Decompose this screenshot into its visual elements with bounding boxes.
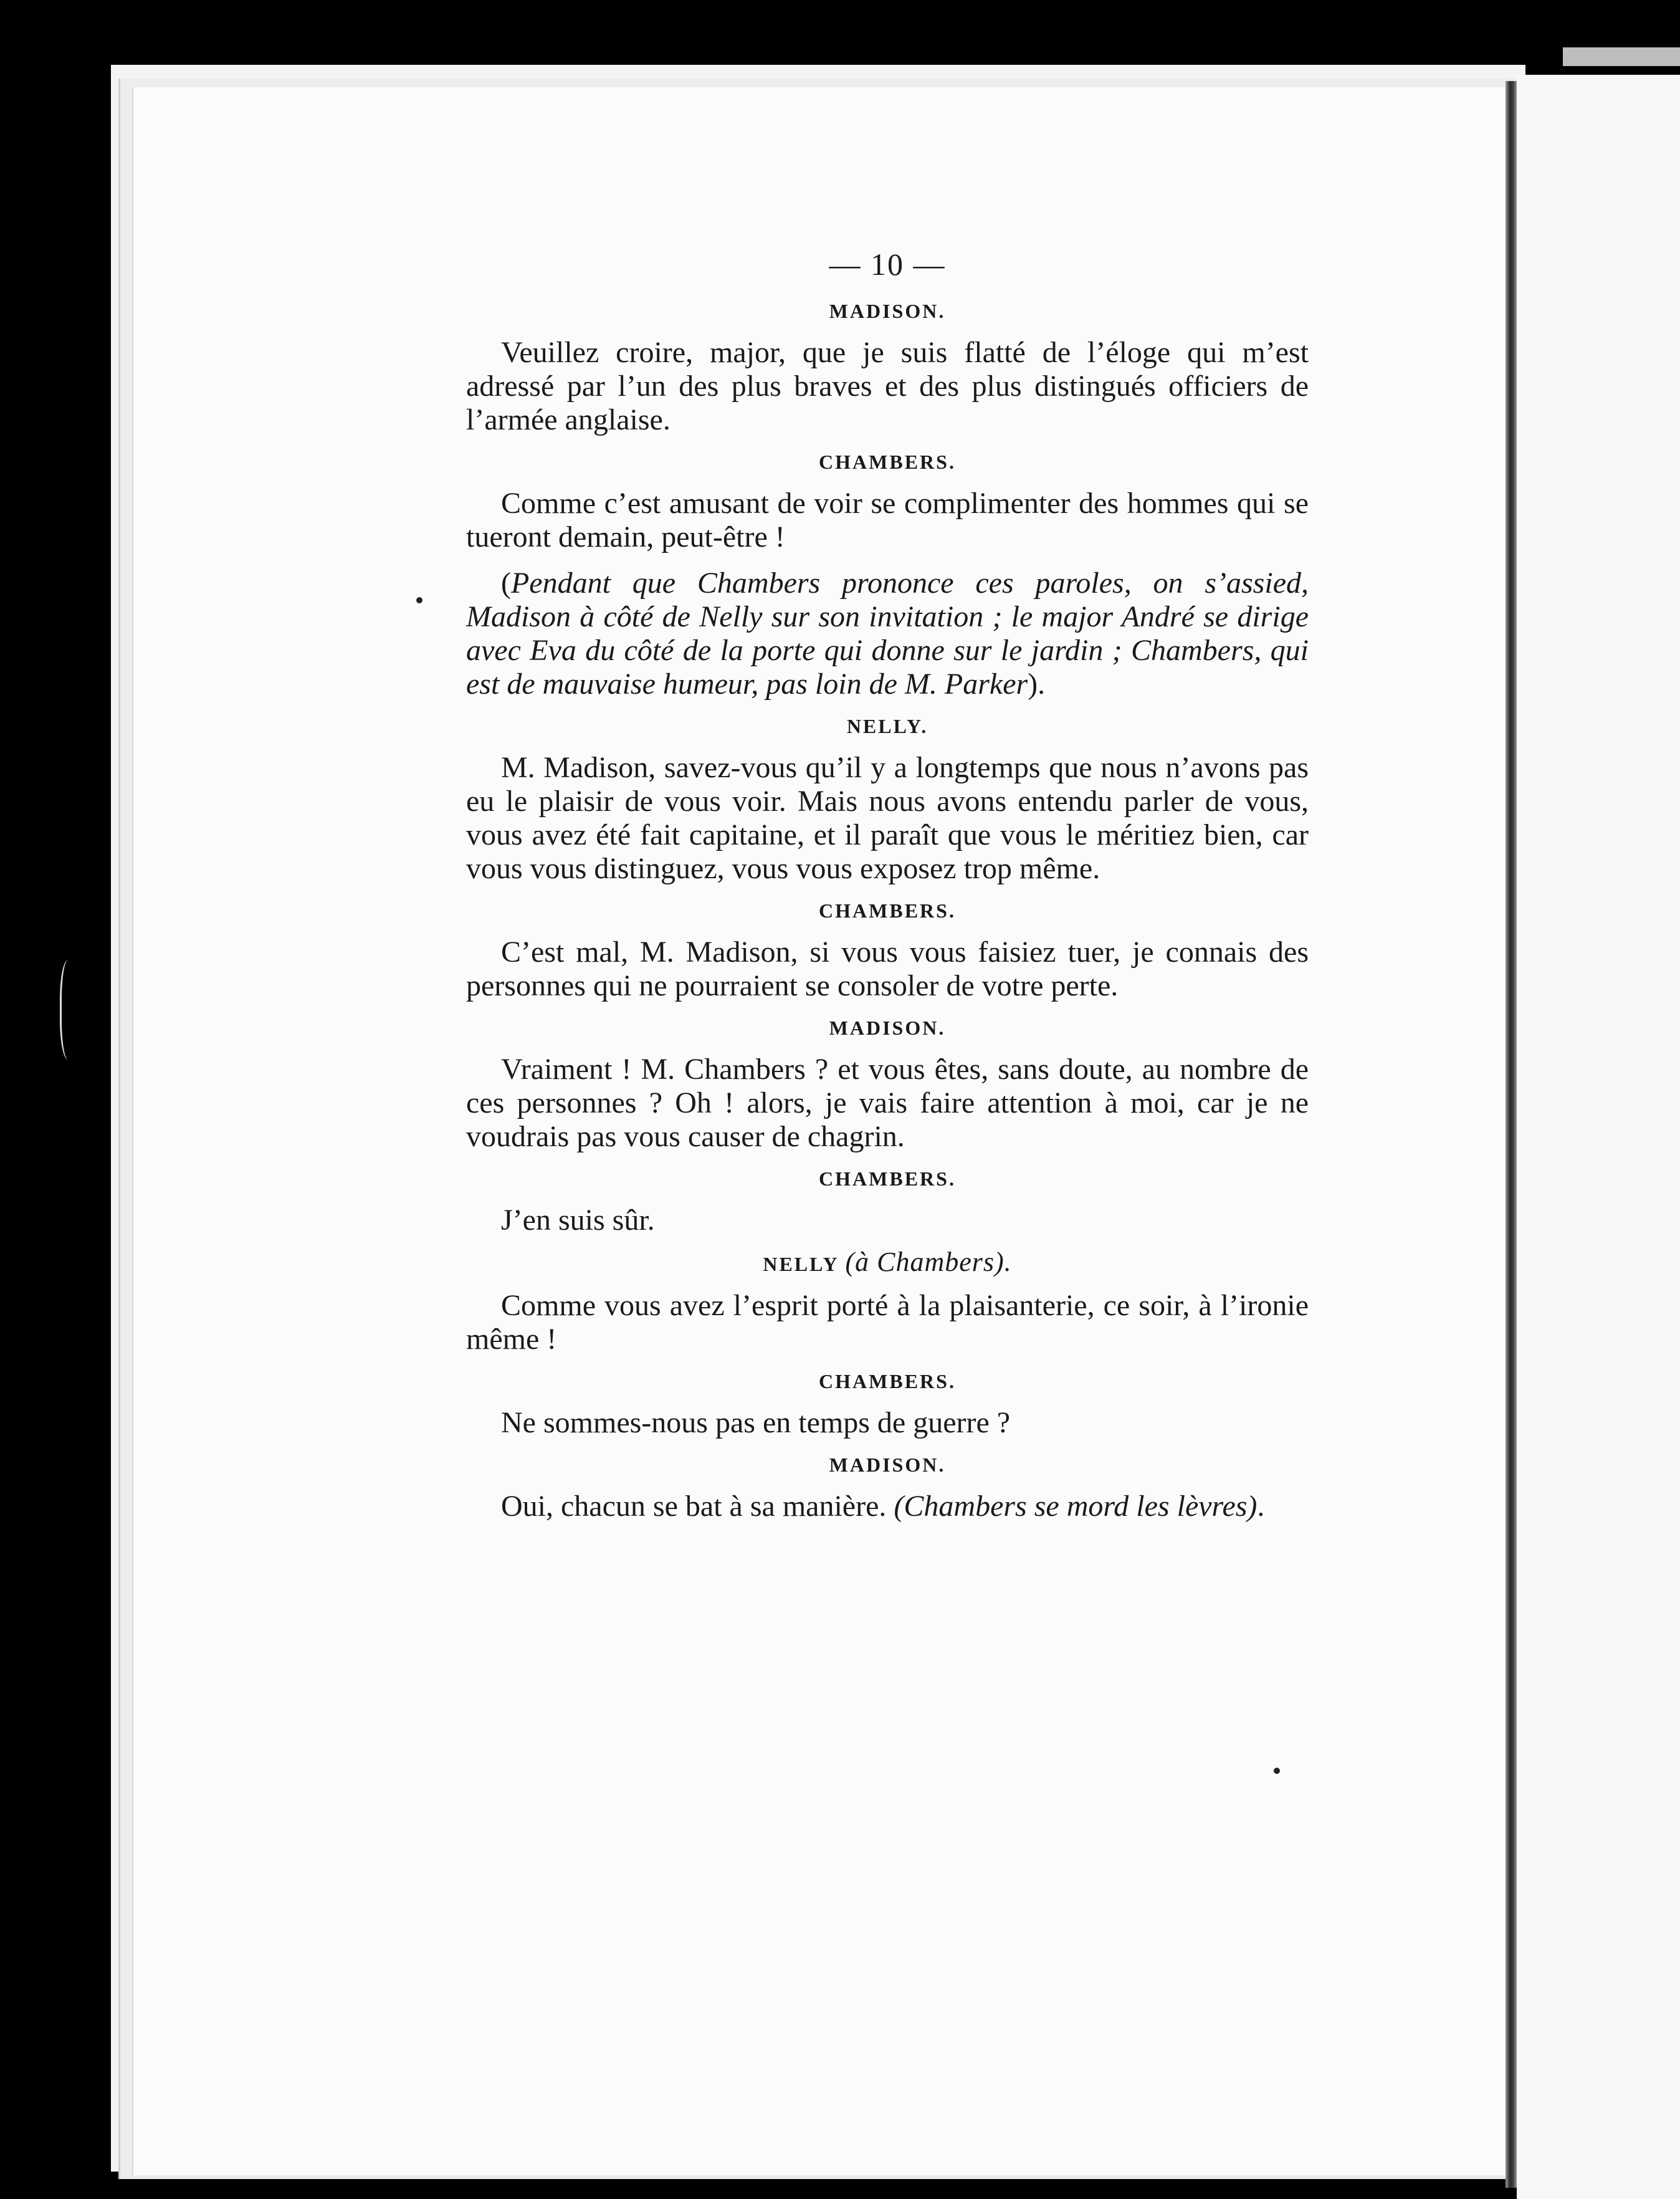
stage-direction-open: (	[501, 567, 511, 600]
dialogue-paragraph: C’est mal, M. Madison, si vous vous faisiez tuer, je connais des personnes qui ne pourraient se consoler de votre perte.	[466, 936, 1309, 1002]
adjacent-page-strip	[1563, 47, 1680, 66]
dialogue-text: Oui, chacun se bat à sa manière.	[501, 1490, 887, 1523]
dialogue-paragraph: Ne sommes-nous pas en temps de guerre ?	[501, 1406, 1011, 1439]
dialogue-paragraph: Veuillez croire, major, que je suis flatté de l’éloge qui m’est adressé par l’un des plus braves et des plus distingués officiers de l’armée anglaise.	[466, 336, 1309, 436]
dialogue-paragraph: Vraiment ! M. Chambers ? et vous êtes, sans doute, au nombre de ces personnes ? Oh ! alors, je vais faire attention à moi, car je ne voudrais pas vous causer de chagrin.	[466, 1053, 1309, 1153]
ink-dot	[416, 597, 422, 603]
dialogue-paragraph	[466, 1490, 1309, 1523]
stage-direction	[466, 567, 1309, 701]
speaker-name: CHAMBERS.	[819, 899, 956, 922]
speaker-name: CHAMBERS.	[819, 1370, 956, 1392]
speaker-name: NELLY	[763, 1253, 839, 1275]
stage-direction-close: ).	[1028, 668, 1046, 701]
ink-dot	[1274, 1768, 1280, 1774]
binding-thread-mark	[60, 960, 80, 1060]
facing-page	[1517, 75, 1680, 2199]
speaker-name: CHAMBERS.	[819, 1167, 956, 1190]
page-number: — 10 —	[829, 247, 946, 282]
dialogue-paragraph: M. Madison, savez-vous qu’il y a longtemps que nous n’avons pas eu le plaisir de vous voir. Mais nous avons entendu parler de vous, vous avez été fait capitaine, et il paraît que vous le méritiez bien, car vous vous distinguez, vous vous exposez trop même.	[466, 751, 1309, 885]
dialogue-paragraph: J’en suis sûr.	[501, 1204, 655, 1237]
inline-stage-direction: (Chambers se mord les lèvres)	[894, 1490, 1258, 1523]
page-text	[466, 246, 1309, 1523]
speaker-name: MADISON.	[829, 1454, 946, 1476]
speaker-name: CHAMBERS.	[819, 451, 956, 473]
speaker-with-aside	[466, 1247, 1309, 1277]
dialogue-paragraph: Comme c’est amusant de voir se complimenter des hommes qui se tueront demain, peut-être !	[466, 487, 1309, 553]
stage-direction-body: Pendant que Chambers prononce ces paroles, on s’assied, Madison à côté de Nelly sur son invitation ; le major André se dirige avec Eva du côté de la porte qui donne sur le jardin ; Chambers, qui est de mauvaise humeur, pas loin de M. Parker	[466, 567, 1309, 701]
speaker-name: MADISON.	[829, 1017, 946, 1039]
speaker-name: MADISON.	[829, 300, 946, 322]
dialogue-paragraph: Comme vous avez l’esprit porté à la plaisanterie, ce soir, à l’ironie même !	[466, 1289, 1309, 1356]
speaker-name: NELLY.	[846, 715, 928, 737]
speaker-aside: (à Chambers).	[845, 1247, 1012, 1277]
book-spine	[1506, 81, 1517, 2188]
inline-stage-end: .	[1257, 1490, 1265, 1523]
